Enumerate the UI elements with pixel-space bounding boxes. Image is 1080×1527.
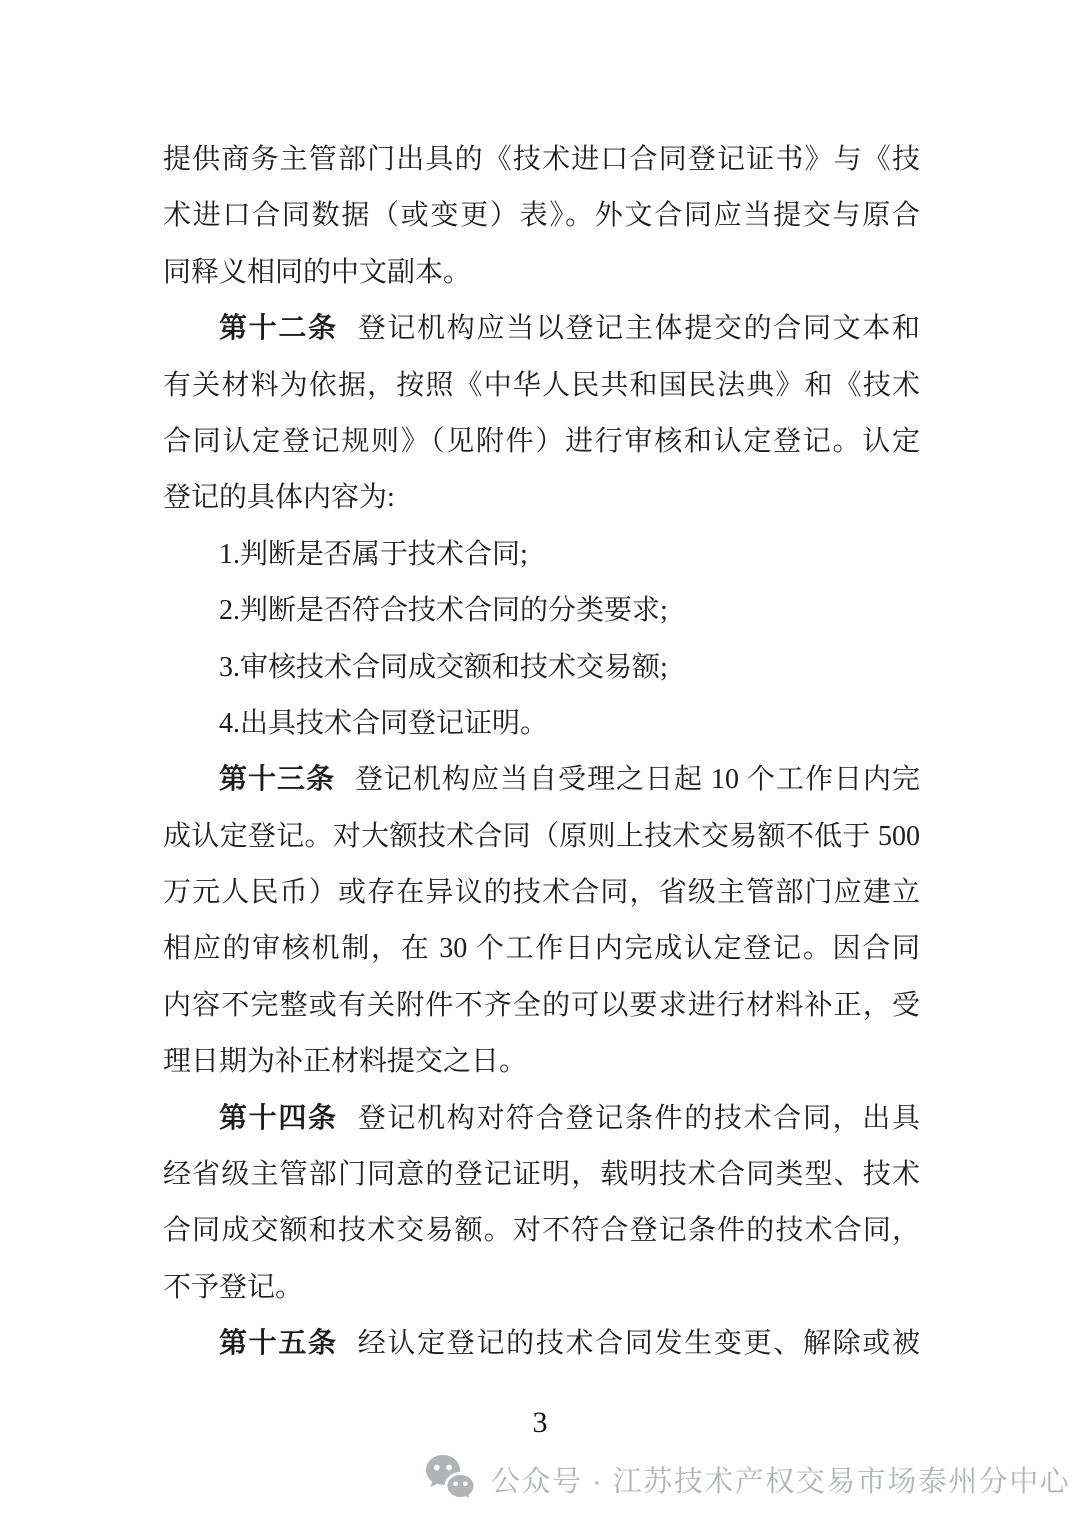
doc-line-text: 经认定登记的技术合同发生变更、解除或被 xyxy=(357,1328,920,1360)
wechat-icon xyxy=(424,1453,476,1505)
page-number: 3 xyxy=(532,1406,548,1439)
document-body xyxy=(163,132,920,1373)
doc-line xyxy=(163,1203,920,1259)
doc-line xyxy=(163,865,920,921)
doc-line-text: 术进口合同数据（或变更）表》。外文合同应当提交与原合 xyxy=(163,200,920,232)
doc-line xyxy=(163,978,920,1034)
doc-line-text: 合同成交额和技术交易额。对不符合登记条件的技术合同， xyxy=(163,1215,920,1247)
wechat-watermark xyxy=(424,1450,1070,1508)
doc-line xyxy=(163,414,920,470)
doc-line-text: 理日期为补正材料提交之日。 xyxy=(163,1046,528,1078)
article-number: 第十四条 xyxy=(219,1102,338,1134)
doc-line-text: 同释义相同的中文副本。 xyxy=(163,256,472,288)
doc-line-text: 3.审核技术合同成交额和技术交易额; xyxy=(219,651,668,683)
doc-line xyxy=(163,301,920,357)
doc-line-text: 登记机构对符合登记条件的技术合同，出具 xyxy=(357,1102,920,1134)
doc-line-text: 相应的审核机制，在 30 个工作日内完成认定登记。因合同 xyxy=(163,933,920,965)
doc-line xyxy=(163,245,920,301)
doc-line xyxy=(163,1316,920,1372)
doc-line xyxy=(163,1147,920,1203)
doc-line xyxy=(163,809,920,865)
doc-line-text: 内容不完整或有关附件不齐全的可以要求进行材料补正，受 xyxy=(163,989,920,1021)
doc-line xyxy=(163,1260,920,1316)
doc-line xyxy=(163,188,920,244)
doc-line-text: 登记的具体内容为: xyxy=(163,482,395,514)
doc-line xyxy=(163,921,920,977)
article-number: 第十三条 xyxy=(219,764,335,796)
doc-line-text: 登记机构应当自受理之日起 10 个工作日内完 xyxy=(355,764,920,796)
doc-line-text: 不予登记。 xyxy=(163,1271,304,1303)
doc-line xyxy=(163,470,920,526)
doc-line-text: 成认定登记。对大额技术合同（原则上技术交易额不低于 500 xyxy=(163,820,920,852)
doc-line-text: 1.判断是否属于技术合同; xyxy=(219,538,528,570)
doc-list-item xyxy=(163,583,920,639)
doc-list-item xyxy=(163,640,920,696)
article-number: 第十五条 xyxy=(219,1328,338,1360)
doc-line-text: 合同认定登记规则》（见附件）进行审核和认定登记。认定 xyxy=(163,425,920,457)
doc-line-text: 经省级主管部门同意的登记证明，载明技术合同类型、技术 xyxy=(163,1159,920,1191)
doc-line-text: 2.判断是否符合技术合同的分类要求; xyxy=(219,595,668,627)
doc-line-text: 4.出具技术合同登记证明。 xyxy=(219,707,549,739)
doc-line xyxy=(163,1091,920,1147)
doc-line-text: 万元人民币）或存在异议的技术合同，省级主管部门应建立 xyxy=(163,877,920,909)
doc-line xyxy=(163,132,920,188)
doc-line-text: 有关材料为依据，按照《中华人民共和国民法典》和《技术 xyxy=(163,369,920,401)
doc-list-item xyxy=(163,527,920,583)
doc-line xyxy=(163,358,920,414)
article-number: 第十二条 xyxy=(219,313,338,345)
doc-line-text: 提供商务主管部门出具的《技术进口合同登记证书》与《技 xyxy=(163,144,920,175)
doc-line xyxy=(163,1034,920,1090)
doc-line-text: 登记机构应当以登记主体提交的合同文本和 xyxy=(357,313,920,345)
watermark-label: 公众号 · 江苏技术产权交易市场泰州分中心 xyxy=(491,1465,1071,1498)
doc-line xyxy=(163,752,920,808)
doc-list-item xyxy=(163,696,920,752)
